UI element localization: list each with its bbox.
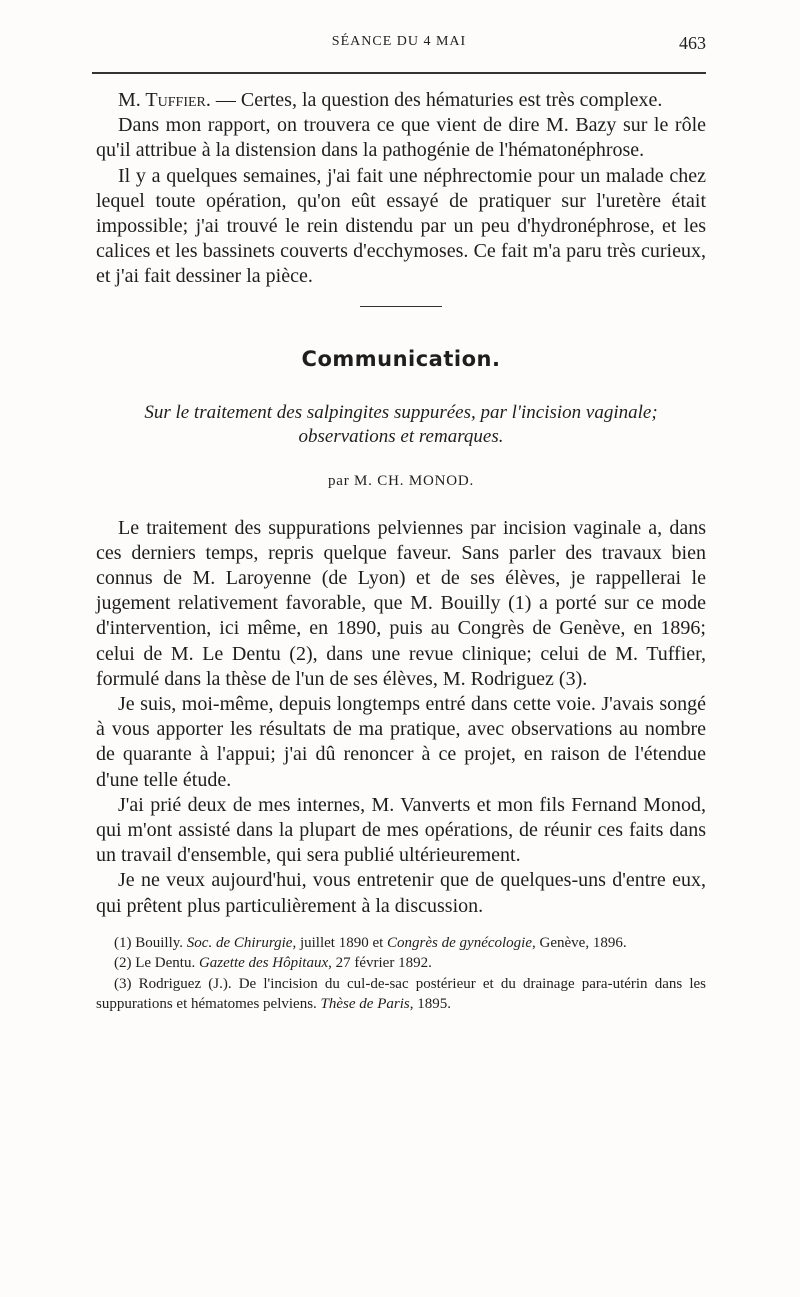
paragraph-communication-3: J'ai prié deux de mes internes, M. Vanverts et mon fils Fernand Monod, qui m'ont assisté dans la plupart de mes opérations, de réunir ces faits dans un travail d'ensemble, qui sera publié ultérieurement. (96, 793, 706, 867)
page-header (92, 34, 706, 58)
footnote-1 (96, 933, 706, 954)
page-number: 463 (679, 33, 706, 53)
footnote-citation: Thèse de Paris (320, 996, 410, 1013)
header-rule (92, 72, 706, 74)
running-title: SÉANCE DU 4 MAI (331, 34, 467, 49)
section-heading: Communication. (301, 346, 501, 371)
communication-body (96, 516, 706, 919)
footnote-citation: Gazette des Hôpitaux (198, 955, 329, 972)
footnotes (96, 933, 706, 1015)
footnote-citation: Congrès de gynécologie (387, 934, 533, 951)
paragraph-tuffier-2: Dans mon rapport, on trouvera ce que vient de dire M. Bazy sur le rôle qu'il attribue à la distension dans la pathogénie de l'hématonéphrose. (96, 114, 706, 162)
footnote-citation: Soc. de Chirurgie (186, 934, 293, 951)
footnote-2 (96, 953, 706, 974)
section-divider (360, 306, 442, 307)
footnote-text: (3) Rodriguez (J.). De l'incision du cul-de-sac postérieur et du drainage para-utérin dans les suppurations et hématomes pelviens. (96, 975, 706, 1013)
communication-subtitle: Sur le traitement des salpingites suppurées, par l'incision vaginale; observations et remarques. (144, 401, 658, 447)
speaker-name: M. Tuffier. (118, 89, 211, 111)
footnote-text: , 27 février 1892. (328, 955, 432, 972)
paragraph-communication-2: Je suis, moi-même, depuis longtemps entré dans cette voie. J'avais songé à vous apporter les résultats de ma pratique, avec observations au nombre de quarante à l'appui; j'ai dû renoncer à ce projet, en raison de l'étendue d'une telle étude. (96, 693, 706, 791)
footnote-text: (1) Bouilly. (114, 934, 187, 951)
paragraph-communication-4: Je ne veux aujourd'hui, vous entretenir que de quelques-uns d'entre eux, qui prêtent plus particulièrement à la discussion. (96, 869, 706, 917)
footnote-text: , Genève, 1896. (532, 934, 627, 951)
paragraph-text: — Certes, la question des hématuries est très complexe. (210, 89, 663, 111)
paragraph-tuffier-1 (96, 88, 706, 113)
author-byline: par M. CH. MONOD. (327, 472, 475, 489)
footnote-text: (2) Le Dentu. (114, 955, 199, 972)
paragraph-tuffier-3: Il y a quelques semaines, j'ai fait une néphrectomie pour un malade chez lequel toute opération, qu'on eût essayé de pratiquer sur l'uretère était impossible; j'ai trouvé le rein distendu par un peu d'hydronéphrose, et les calices et les bassinets couverts d'ecchymoses. Ce fait m'a paru très curieux, et j'ai fait dessiner la pièce. (96, 164, 706, 288)
footnote-3 (96, 974, 706, 1015)
page-content (96, 88, 706, 1015)
footnote-text: , 1895. (409, 996, 451, 1013)
footnote-text: , juillet 1890 et (292, 934, 388, 951)
paragraph-communication-1: Le traitement des suppurations pelviennes par incision vaginale a, dans ces derniers temps, repris quelque faveur. Sans parler des travaux bien connus de M. Laroyenne (de Lyon) et de ses élèves, je rappellerai le jugement relativement favorable, que M. Bouilly (1) a porté sur ce mode d'intervention, ici même, en 1890, puis au Congrès de Genève, en 1896; celui de M. Le Dentu (2), dans une revue clinique; celui de M. Tuffier, formulé dans la thèse de l'un de ses élèves, M. Rodriguez (3). (96, 516, 706, 690)
